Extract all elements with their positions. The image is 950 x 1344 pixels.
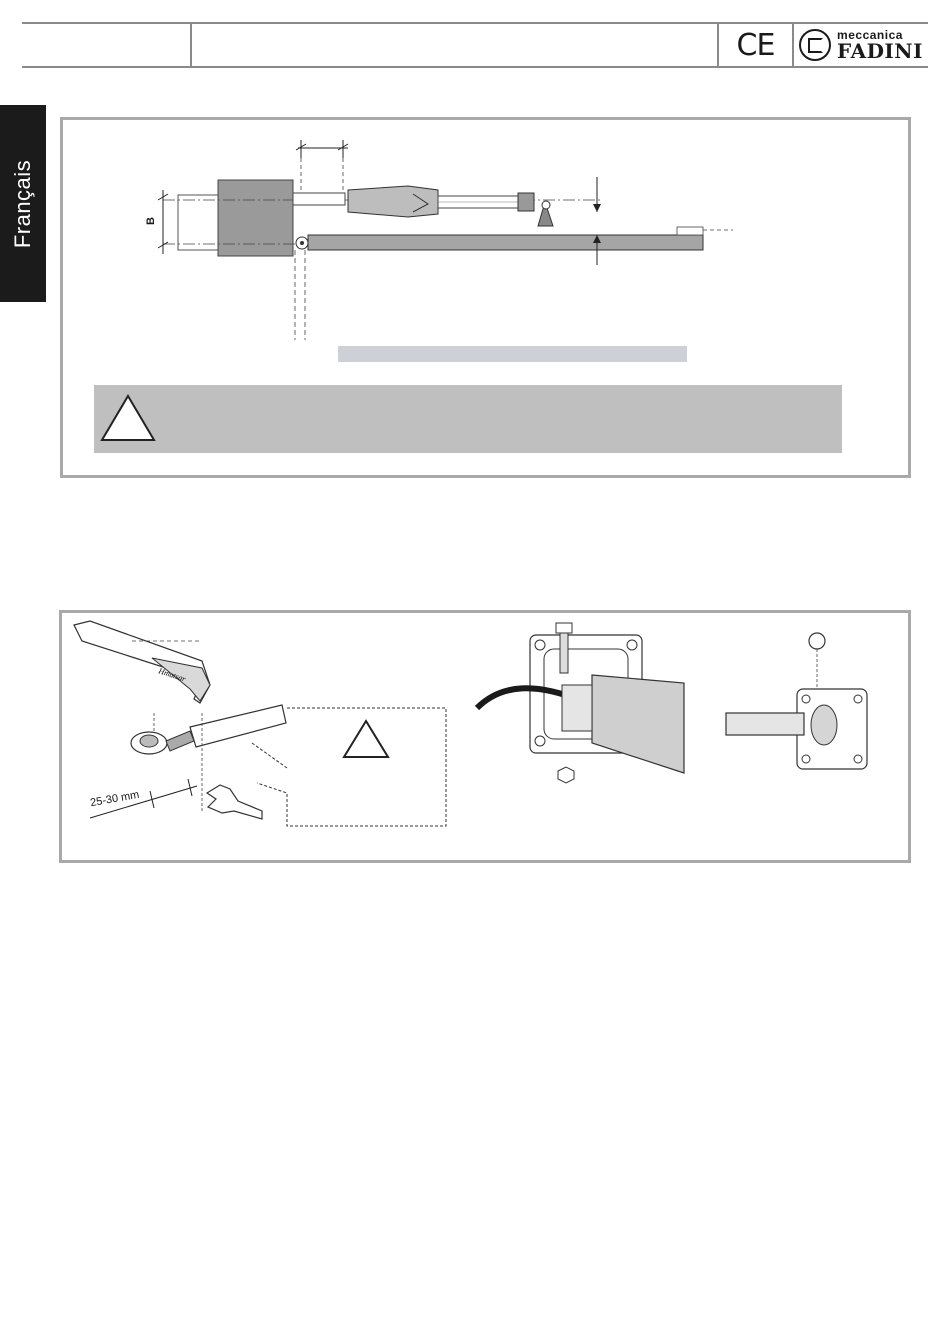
actuator-housing [592, 675, 684, 773]
language-label: Français [10, 159, 35, 248]
nut-icon [558, 767, 574, 783]
piston-rod [293, 193, 345, 205]
page-header [22, 22, 928, 68]
fadini-logo-icon [799, 29, 831, 61]
spanner-icon [207, 785, 262, 819]
callout-warning-icon [344, 721, 388, 757]
brand-big: FADINI [837, 39, 923, 63]
b-dimension-label: B [144, 217, 157, 225]
right-piston-rod [726, 713, 804, 735]
assembly-drawing [62, 613, 908, 860]
brand-small: meccanica [837, 28, 903, 42]
warning-band [94, 385, 842, 453]
header-cell-ce [719, 24, 794, 66]
tool-brand-label: Hmatsar [157, 666, 187, 684]
ce-mark: CE [736, 27, 775, 63]
callout-box [252, 708, 446, 826]
piston-rod-segment [190, 705, 286, 747]
circlip-icon [809, 633, 825, 649]
language-tab [0, 105, 46, 302]
figure-caption-bar [338, 346, 687, 362]
warning-triangle-icon [99, 393, 157, 443]
header-cell-title [192, 24, 719, 66]
measurement-label: 25-30 mm [89, 788, 141, 810]
brand-logo [837, 29, 923, 61]
header-cell-left [22, 24, 192, 66]
bolt-head-icon [556, 623, 572, 633]
pillar [218, 180, 293, 256]
torque-wrench-icon [74, 621, 210, 703]
gate-leaf [308, 235, 703, 250]
header-cell-logo [794, 24, 928, 66]
figure-installation-diagram [60, 117, 911, 478]
figure-assembly-details [59, 610, 911, 863]
